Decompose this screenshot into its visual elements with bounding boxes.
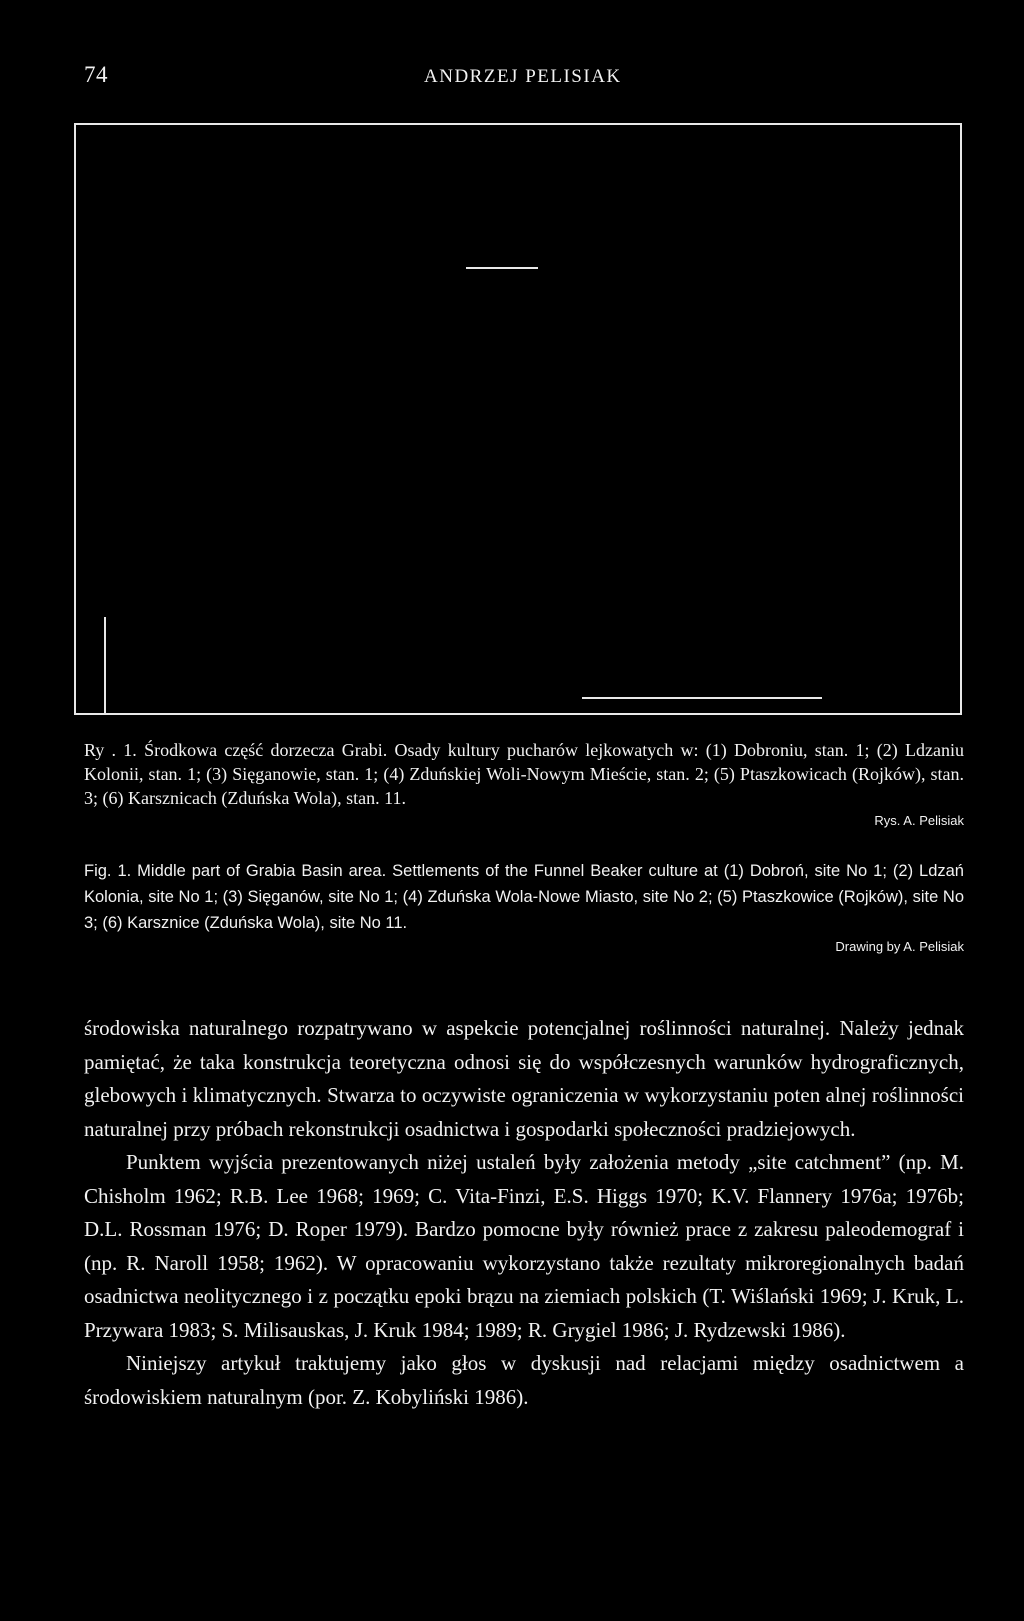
- map-line-bottom: [582, 697, 822, 699]
- caption-en-text: Fig. 1. Middle part of Grabia Basin area. Settlements of the Funnel Beaker culture at (1) Dobroń, site No 1; (2) Ldzań Kolonia, site No 1; (3) Sięganów, site No 1; (4) Zduńska Wola-Nowe Miasto, site No 2; (5) Ptaszkowice (Rojków), site No 3; (6) Karsznice (Zduńska Wola), site No 11.: [84, 862, 964, 932]
- map-line-top: [466, 267, 538, 269]
- caption-en-credit: Drawing by A. Pelisiak: [835, 939, 964, 954]
- body-text: [84, 1012, 964, 1414]
- page-number: 74: [84, 62, 108, 87]
- figure-caption-polish: [84, 738, 964, 832]
- body-paragraph: Niniejszy artykuł traktujemy jako głos w dyskusji nad relacjami między osadnictwem a środowiskiem naturalnym (por. Z. Kobyliński 1986).: [84, 1351, 964, 1409]
- caption-pl-text: Ry . 1. Środkowa część dorzecza Grabi. Osady kultury pucharów lejkowatych w: (1) Dobroniu, stan. 1; (2) Ldzaniu Kolonii, stan. 1; (3) Sięganowie, stan. 1; (4) Zduńskiej Woli-Nowym Mieście, stan. 2; (5) Ptaszkowicach (Rojków), stan. 3; (6) Karsznicach (Zduńska Wola), stan. 11.: [84, 740, 964, 808]
- figure-map-frame: [74, 123, 962, 715]
- figure-caption-english: [84, 858, 964, 958]
- map-line-left: [104, 617, 106, 713]
- body-paragraph: środowiska naturalnego rozpatrywano w aspekcie potencjalnej roślinności naturalnej. Należy jednak pamiętać, że taka konstrukcja teoretyczna odnosi się do współczesnych warunków hydrograficznych, glebowych i klimatycznych. Stwarza to oczywiste ograniczenia w wykorzystaniu poten alnej roślinności naturalnej przy próbach rekonstrukcji osadnictwa i gospodarki społeczności pradziejowych.: [84, 1016, 964, 1141]
- body-paragraph: Punktem wyjścia prezentowanych niżej ustaleń były założenia metody „site catchment” (np. M. Chisholm 1962; R.B. Lee 1968; 1969; C. Vita-Finzi, E.S. Higgs 1970; K.V. Flannery 1976a; 1976b; D.L. Rossman 1976; D. Roper 1979). Bardzo pomocne były również prace z zakresu paleodemograf i (np. R. Naroll 1958; 1962). W opracowaniu wykorzystano także rezultaty mikroregionalnych badań osadnictwa neolitycznego i z początku epoki brązu na ziemiach polskich (T. Wiślański 1969; J. Kruk, L. Przywara 1983; S. Milisauskas, J. Kruk 1984; 1989; R. Grygiel 1986; J. Rydzewski 1986).: [84, 1150, 964, 1342]
- caption-pl-credit: Rys. A. Pelisiak: [874, 813, 964, 828]
- running-head: ANDRZEJ PELISIAK: [424, 66, 622, 87]
